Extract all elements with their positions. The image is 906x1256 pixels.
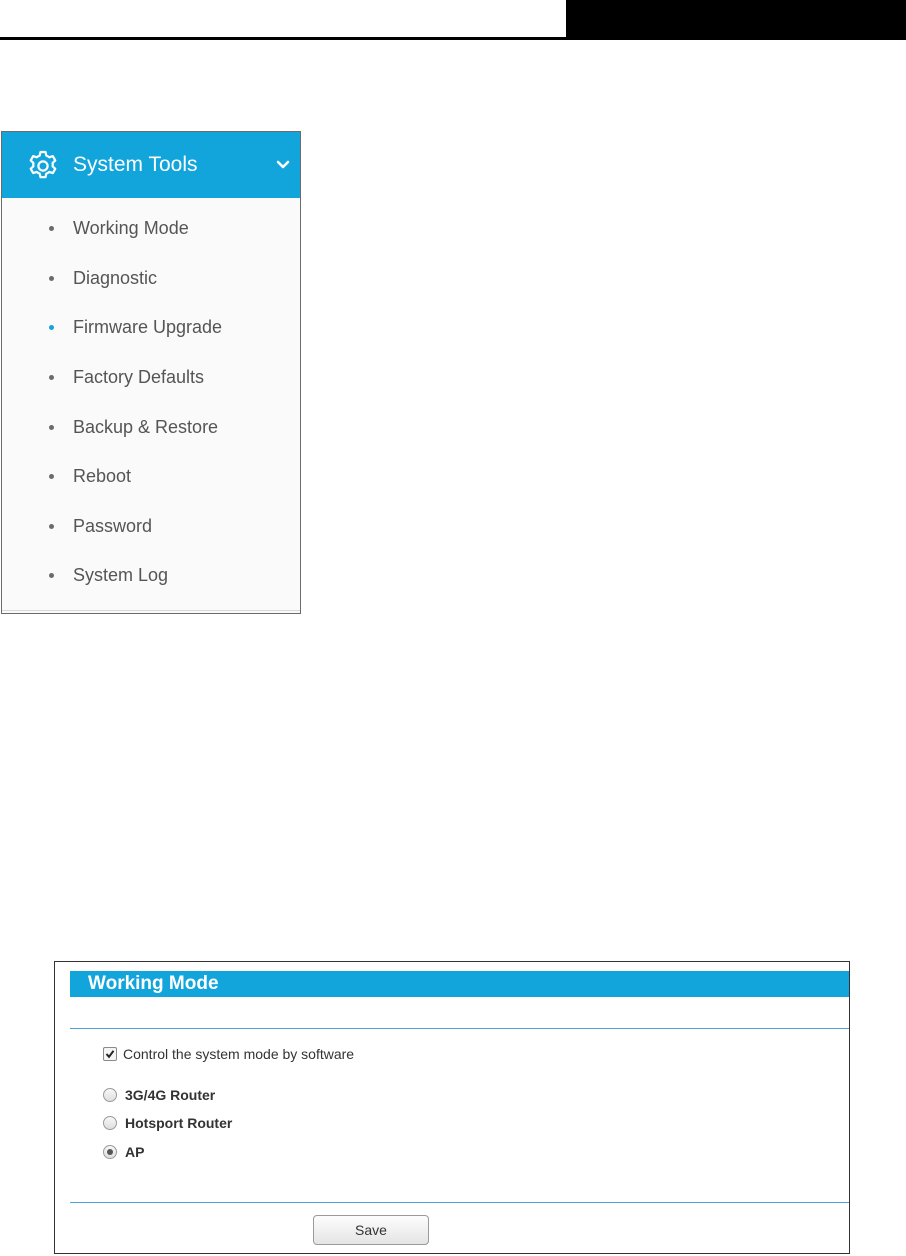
menu-item-backup-restore[interactable]: [2, 402, 300, 452]
option-label: 3G/4G Router: [125, 1087, 216, 1103]
mode-option-hotspot[interactable]: [103, 1115, 232, 1131]
bullet-icon: [49, 276, 54, 281]
option-label: Hotsport Router: [125, 1115, 233, 1131]
menu-item-working-mode[interactable]: [2, 204, 300, 254]
divider-top: [70, 1028, 849, 1029]
menu-item-reboot[interactable]: [2, 452, 300, 502]
bullet-icon: [49, 425, 54, 430]
option-label: AP: [125, 1144, 145, 1160]
bullet-icon: [49, 524, 54, 529]
menu-item-label: System Log: [73, 565, 169, 586]
save-button[interactable]: Save: [313, 1215, 429, 1245]
menu-title: System Tools: [73, 153, 198, 176]
bullet-icon: [49, 226, 54, 231]
checkmark-icon: [105, 1049, 115, 1059]
menu-item-label: Password: [73, 515, 153, 536]
menu-item-label: Diagnostic: [73, 267, 158, 288]
header-rule: [0, 37, 906, 40]
menu-item-diagnostic[interactable]: [2, 254, 300, 304]
software-control-label: Control the system mode by software: [123, 1046, 355, 1062]
mode-option-3g4g[interactable]: [103, 1087, 215, 1103]
radio-hotsport-router[interactable]: [103, 1116, 117, 1130]
radio-3g4g-router[interactable]: [103, 1088, 117, 1102]
divider-bottom: [70, 1202, 849, 1203]
menu-list: [2, 204, 300, 601]
menu-item-password[interactable]: [2, 502, 300, 552]
menu-divider: [2, 610, 300, 611]
mode-option-ap[interactable]: [103, 1144, 144, 1160]
radio-ap[interactable]: [103, 1145, 117, 1159]
menu-item-label: Working Mode: [73, 218, 189, 239]
chevron-down-icon[interactable]: [276, 160, 290, 170]
menu-item-label: Reboot: [73, 466, 132, 487]
bullet-icon: [49, 375, 54, 380]
menu-item-system-log[interactable]: [2, 551, 300, 601]
gear-icon: [26, 148, 60, 182]
bullet-icon: [49, 573, 54, 578]
bullet-icon: [49, 325, 54, 330]
bullet-icon: [49, 474, 54, 479]
working-mode-panel: [54, 961, 850, 1254]
menu-item-firmware-upgrade[interactable]: [2, 303, 300, 353]
menu-item-factory-defaults[interactable]: [2, 353, 300, 403]
menu-item-label: Backup & Restore: [73, 416, 219, 437]
working-mode-title: Working Mode: [70, 971, 849, 997]
software-control-checkbox[interactable]: [103, 1047, 117, 1061]
menu-item-label: Firmware Upgrade: [73, 317, 223, 338]
system-tools-menu: [1, 131, 301, 614]
system-tools-header[interactable]: [2, 132, 300, 198]
software-control-row[interactable]: [103, 1046, 354, 1062]
menu-item-label: Factory Defaults: [73, 367, 205, 388]
header-black-box: [566, 0, 906, 38]
